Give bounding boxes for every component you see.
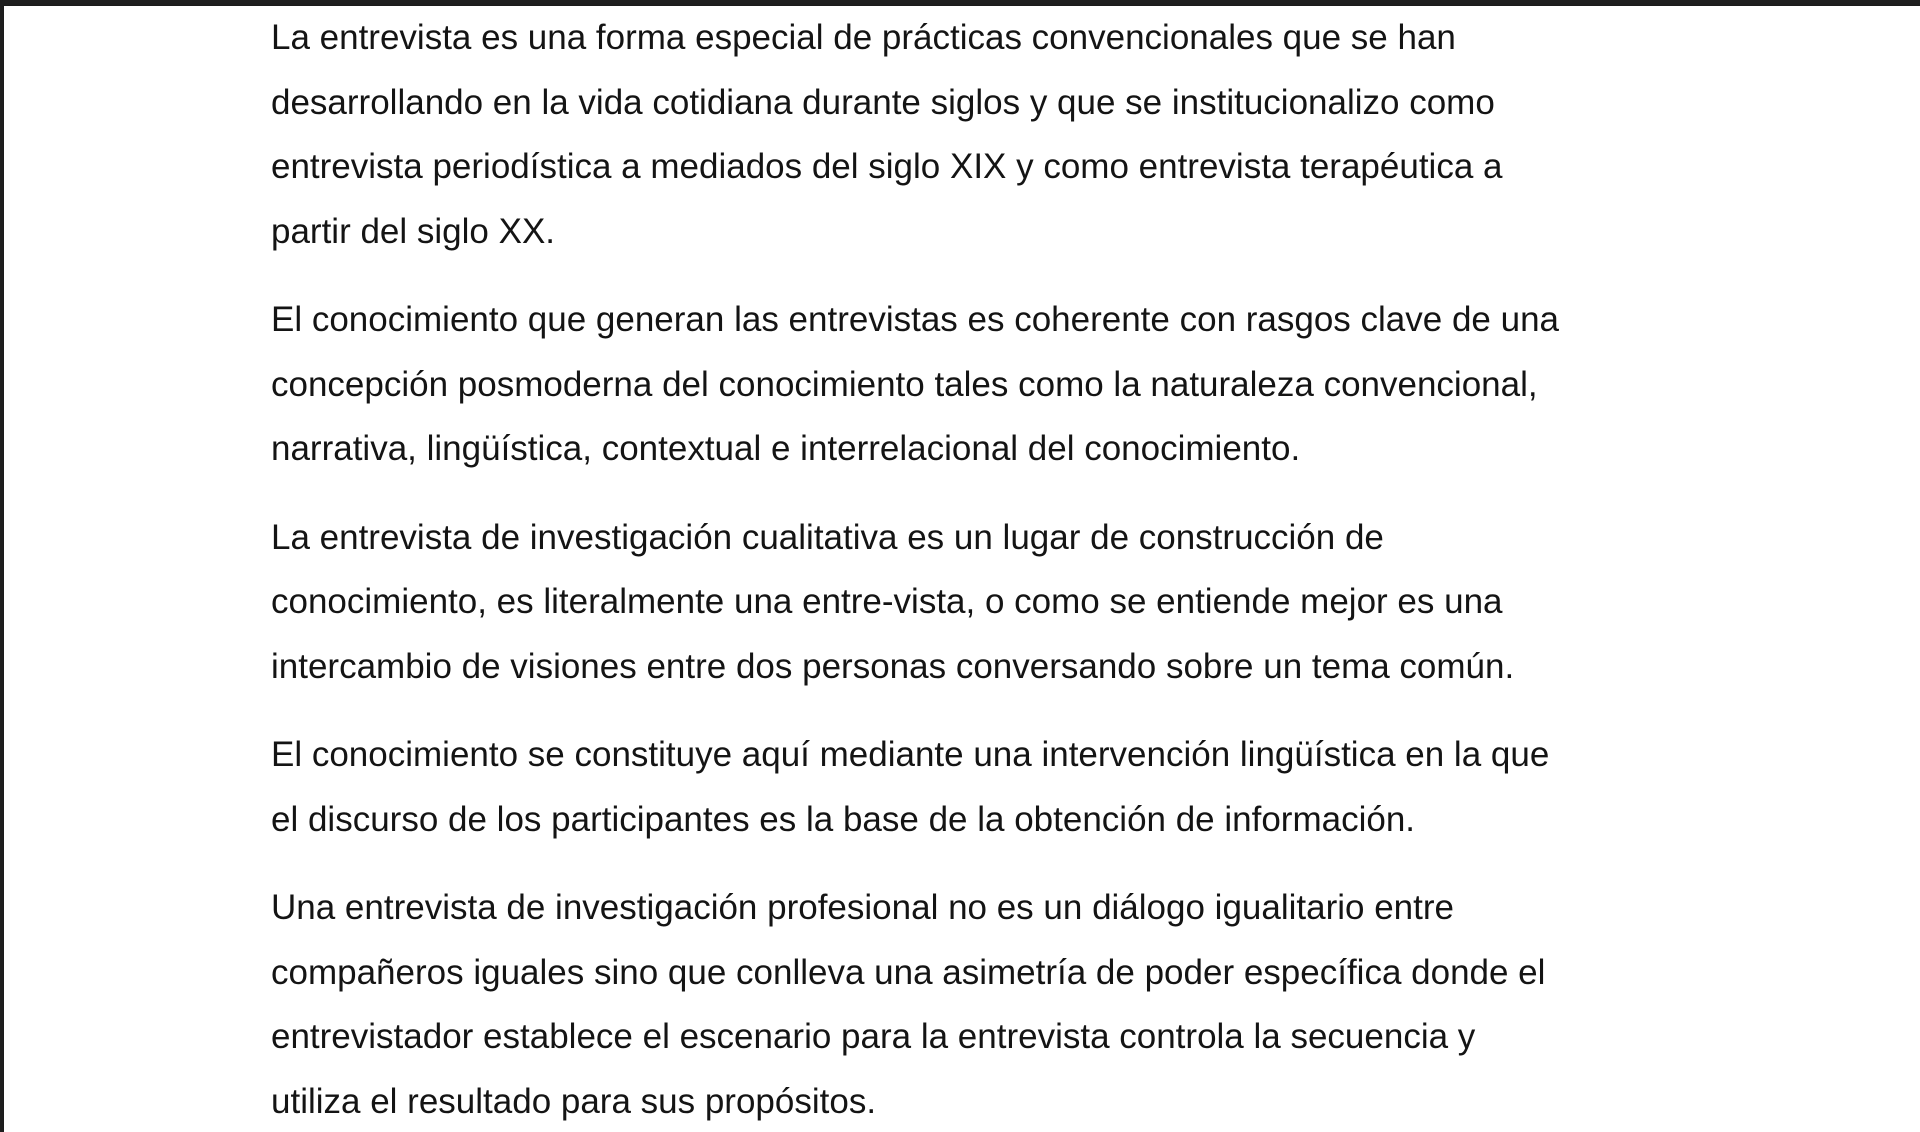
text-line: intercambio de visiones entre dos personas conversando sobre un tema común.	[271, 646, 1515, 686]
paragraph-4	[271, 723, 1691, 852]
page-content	[271, 6, 1691, 1132]
text-line: entrevistador establece el escenario para la entrevista controla la secuencia y	[271, 1017, 1476, 1056]
document-page[interactable]	[4, 6, 1920, 1132]
paragraph-2	[271, 288, 1691, 482]
text-line: entrevista periodística a mediados del siglo XIX y como entrevista terapéutica a	[271, 147, 1503, 186]
text-line: narrativa, lingüística, contextual e interrelacional del conocimiento.	[271, 429, 1301, 468]
text-line: La entrevista de investigación cualitativa es un lugar de construcción de	[271, 517, 1384, 557]
paragraph-3	[271, 506, 1691, 700]
paragraph-1	[271, 6, 1691, 264]
text-line: el discurso de los participantes es la base de la obtención de información.	[271, 799, 1416, 839]
text-line: La entrevista es una forma especial de prácticas convencionales que se han	[271, 18, 1456, 57]
text-line: conocimiento, es literalmente una entre-vista, o como se entiende mejor es una	[271, 582, 1503, 621]
text-line: desarrollando en la vida cotidiana durante siglos y que se institucionalizo como	[271, 82, 1495, 122]
text-line: partir del siglo XX.	[271, 211, 556, 251]
text-line: El conocimiento se constituye aquí mediante una intervención lingüística en la que	[271, 735, 1550, 774]
text-line: Una entrevista de investigación profesional no es un diálogo igualitario entre	[271, 888, 1454, 927]
paragraph-5	[271, 876, 1691, 1132]
text-line: El conocimiento que generan las entrevistas es coherente con rasgos clave de una	[271, 300, 1560, 339]
text-line: concepción posmoderna del conocimiento tales como la naturaleza convencional,	[271, 364, 1538, 404]
text-line: utiliza el resultado para sus propósitos.	[271, 1081, 877, 1121]
text-line: compañeros iguales sino que conlleva una asimetría de poder específica donde el	[271, 952, 1546, 992]
